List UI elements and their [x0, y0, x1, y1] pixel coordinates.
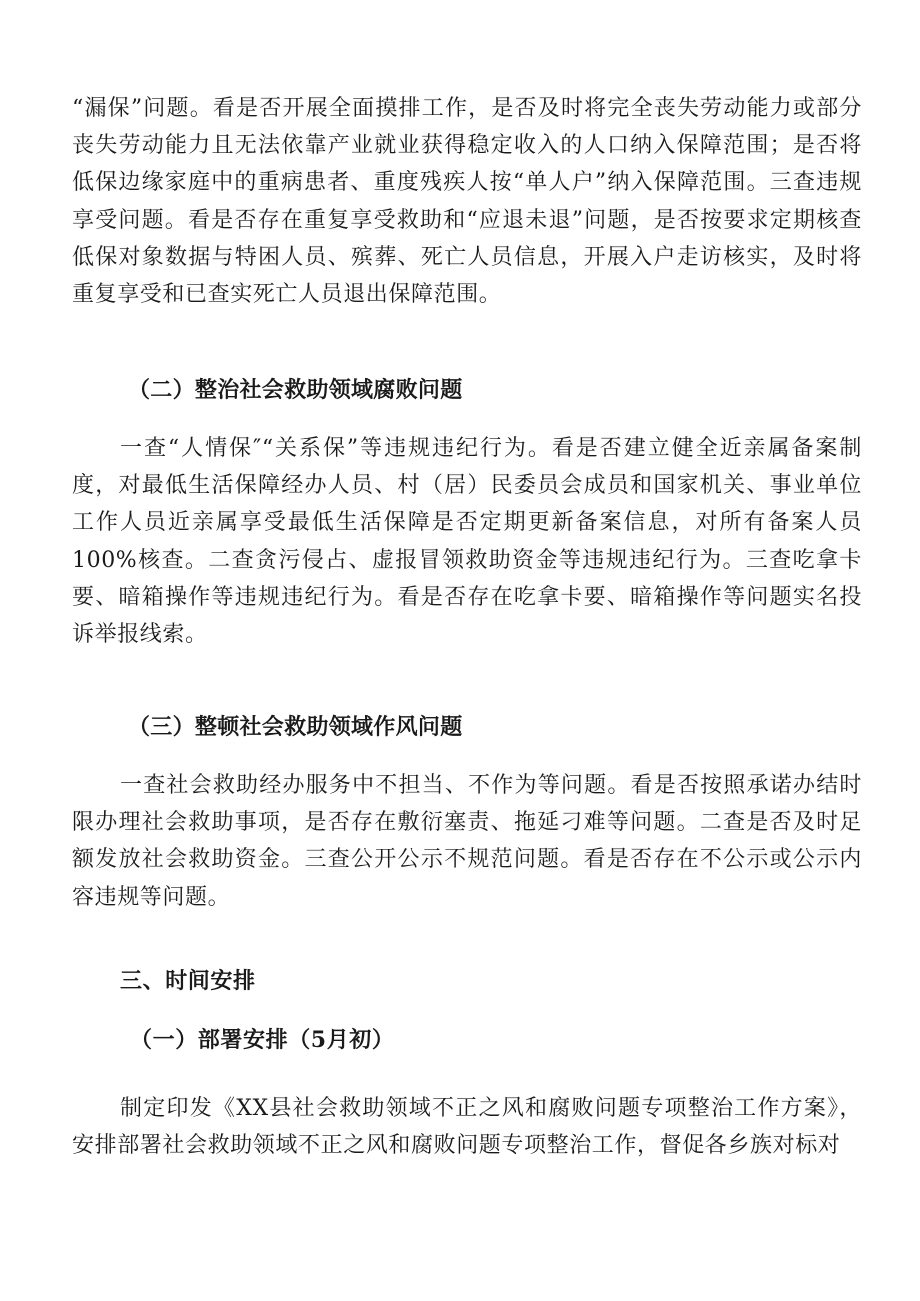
heading-workstyle: （三）整顿社会救助领域作风问题 — [128, 715, 463, 740]
heading-corruption: （二）整治社会救助领域腐败问题 — [128, 378, 463, 403]
paragraph-loubao: “漏保”问题。看是否开展全面摸排工作，是否及时将完全丧失劳动能力或部分丧失劳动能力且无法依靠产业就业获得稳定收入的人口纳入保障范围；是否将低保边缘家庭中的重病患者、重度残疾人按“单人户”纳入保障范围。三查违规享受问题。看是否存在重复享受救助和“应退未退”问题，是否按要求定期核查低保对象数据与特困人员、殡葬、死亡人员信息，开展入户走访核实，及时将重复享受和已查实死亡人员退出保障范围。 — [72, 96, 862, 308]
paragraph-deployment: 制定印发《XX县社会救助领域不正之风和腐败问题专项整治工作方案》，安排部署社会救助领域不正之风和腐败问题专项整治工作，督促各乡族对标对 — [72, 1096, 862, 1159]
paragraph-workstyle: 一查社会救助经办服务中不担当、不作为等问题。看是否按照承诺办结时限办理社会救助事项，是否存在敷衍塞责、拖延刁难等问题。二查是否及时足额发放社会救助资金。三查公开公示不规范问题。看是否存在不公示或公示内容违规等问题。 — [72, 773, 862, 910]
paragraph-corruption: 一查“人情保″“关系保”等违规违纪行为。看是否建立健全近亲属备案制度，对最低生活保障经办人员、村（居）民委员会成员和国家机关、事业单位工作人员近亲属享受最低生活保障是否定期更新备案信息，对所有备案人员100%核查。二查贪污侵占、虚报冒领救助资金等违规违纪行为。三查吃拿卡要、暗箱操作等违规违纪行为。看是否存在吃拿卡要、暗箱操作等问题实名投诉举报线索。 — [72, 436, 862, 648]
section-schedule-heading: 三、时间安排 — [120, 968, 256, 994]
subsection-deployment-heading: （一）部署安排（5月初） — [130, 1027, 395, 1053]
